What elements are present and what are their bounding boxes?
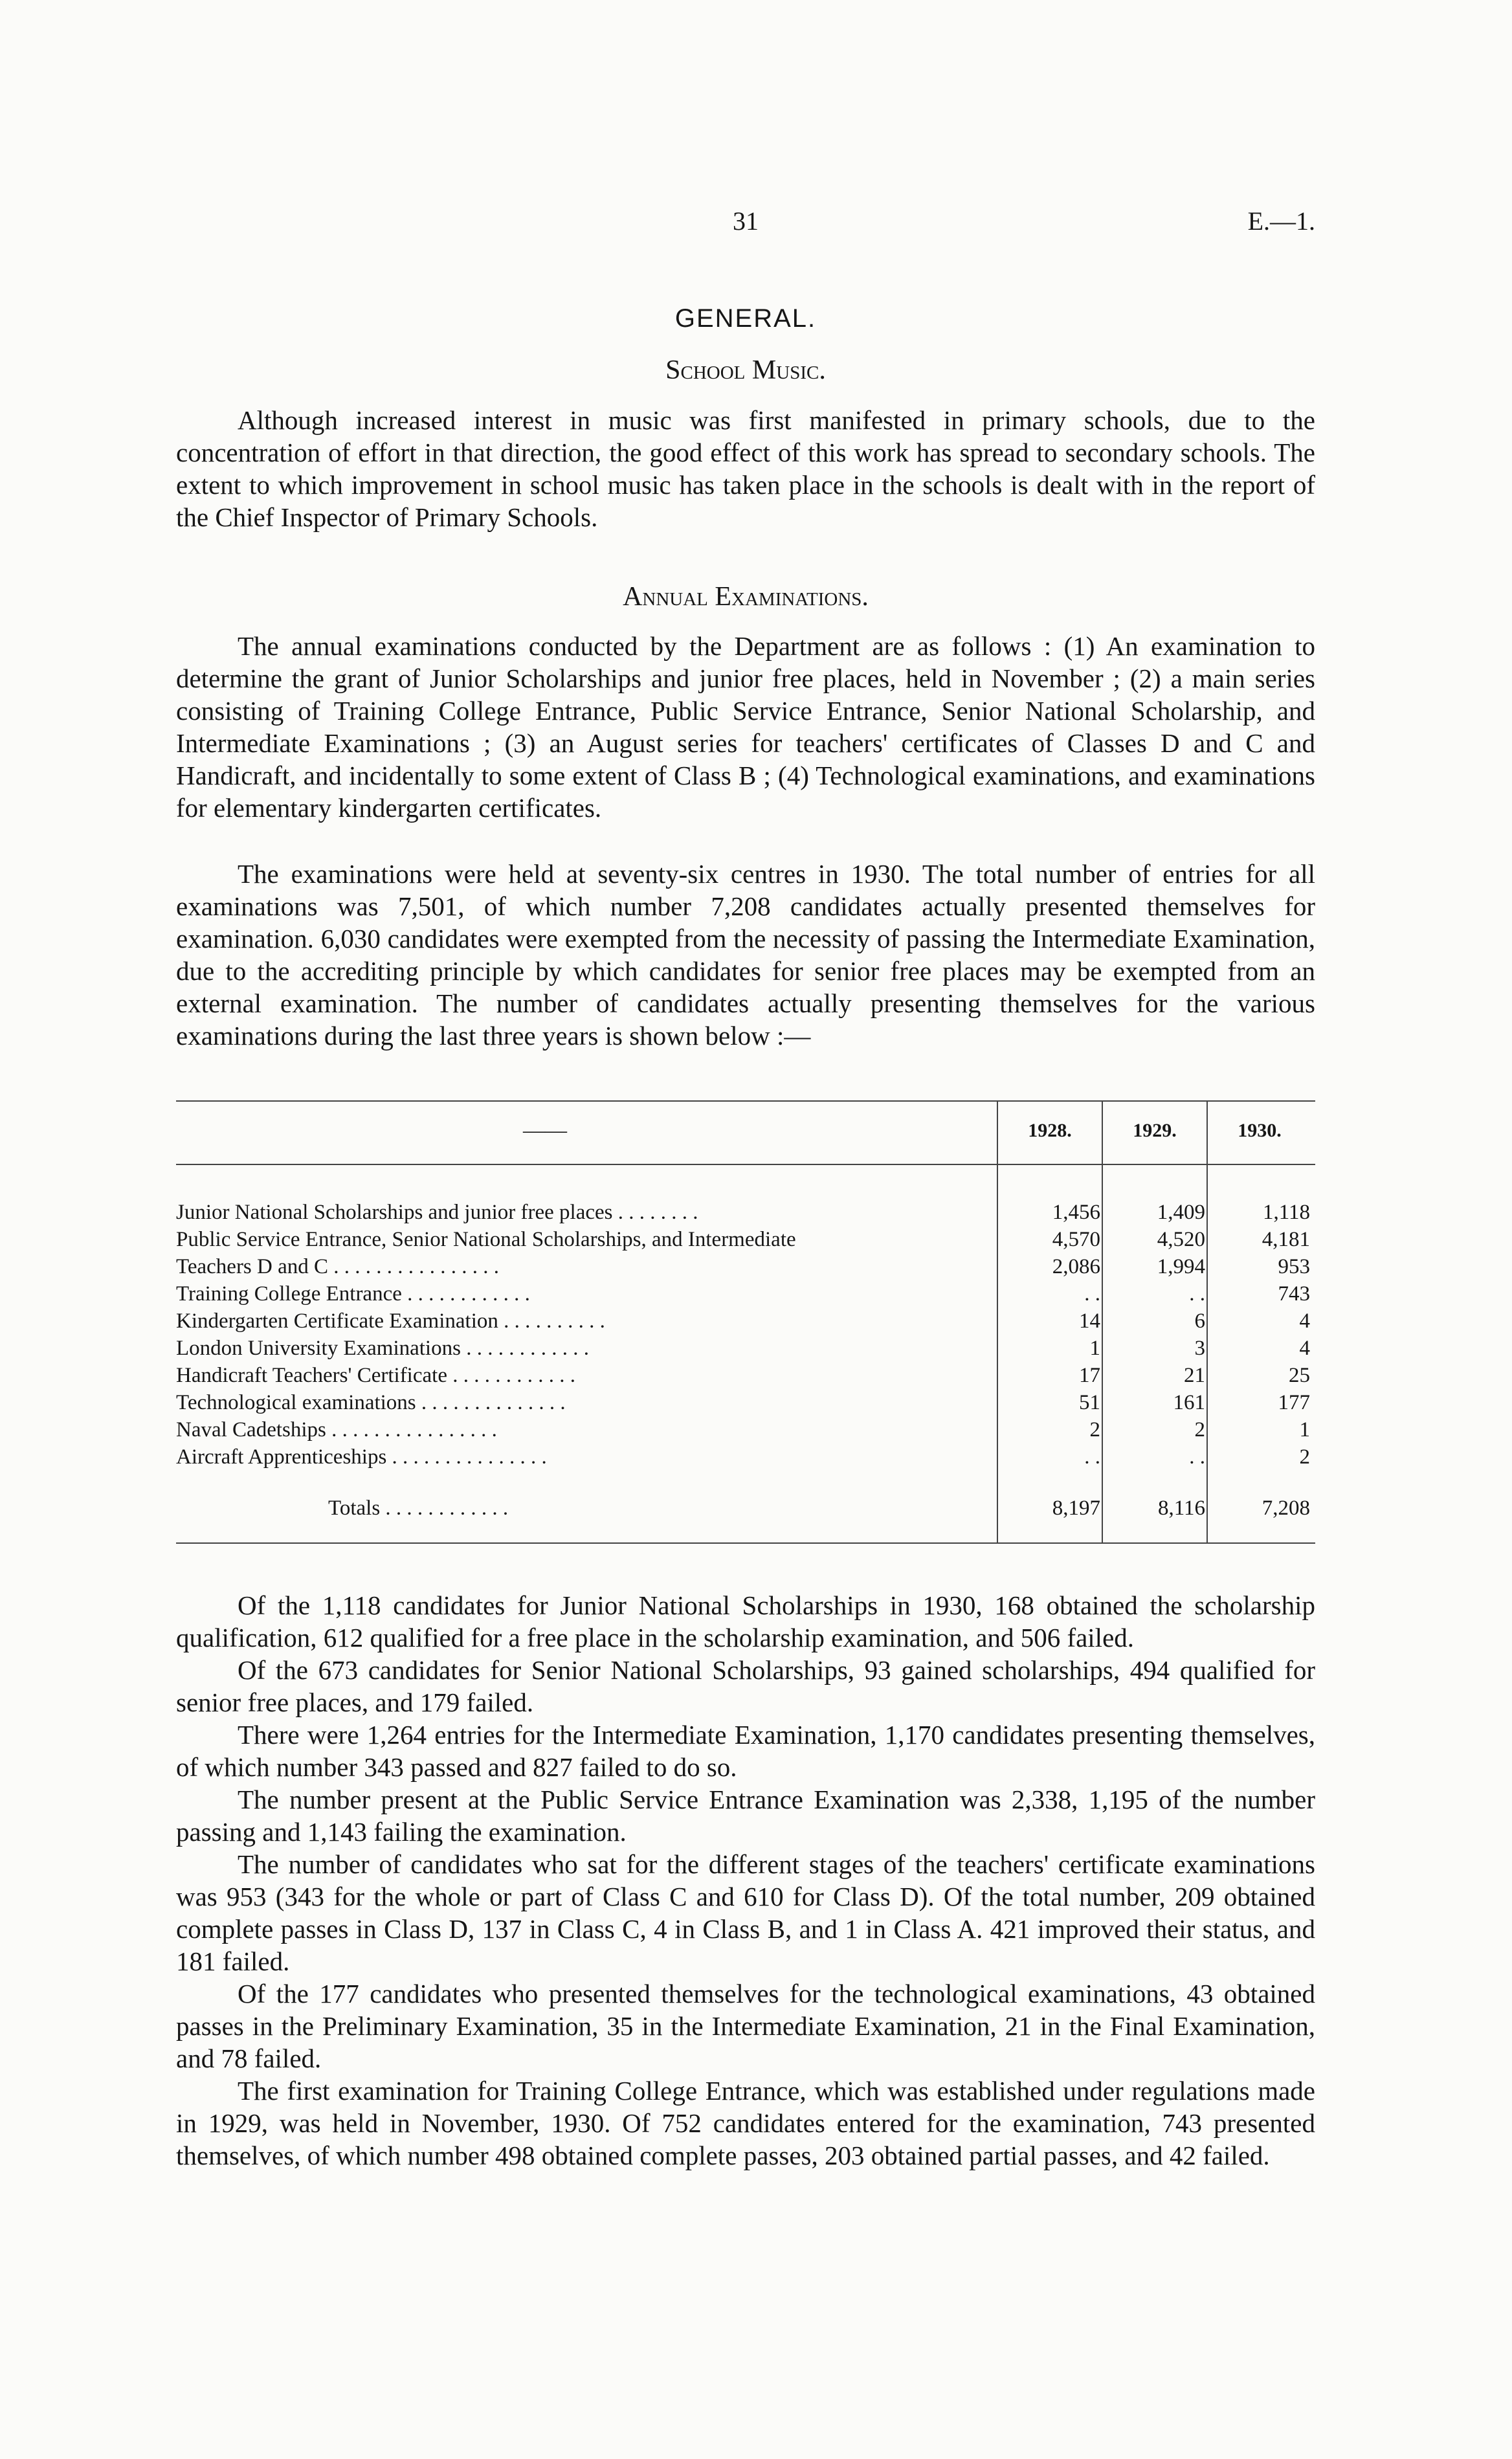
paragraph-teachers-certificate: The number of candidates who sat for the different stages of the teachers' certificate examinations was 953 (343 for the whole or part of Class C and 610 for Class D). Of the total number, 209 obtained complete passes in Class D, 137 in Class C, 4 in Class B, and 1 in Class A. 421 improved their status, and 181 failed.	[176, 1849, 1315, 1976]
row-label: Technological examinations . . . . . . . . . . . . . .	[176, 1391, 566, 1414]
row-label: Junior National Scholarships and junior free places . . . . . . . .	[176, 1201, 698, 1224]
table-header-rule	[176, 1164, 1315, 1165]
cell-1929: . .	[1189, 1282, 1205, 1306]
cell-1928: 14	[1079, 1309, 1100, 1333]
cell-1928: 2,086	[1052, 1255, 1100, 1278]
table-corner-dash: ——	[523, 1118, 567, 1142]
cell-1929: 2	[1194, 1418, 1205, 1441]
paragraph-junior-scholarships: Of the 1,118 candidates for Junior National Scholarships in 1930, 168 obtained the scholarship qualification, 612 qualified for a free place in the scholarship examination, and 506 failed.	[176, 1590, 1315, 1652]
column-header-1928: 1928.	[1028, 1120, 1072, 1141]
table-row	[176, 1201, 1315, 1228]
totals-label: Totals . . . . . . . . . . . .	[328, 1497, 509, 1520]
page-number: 31	[733, 206, 759, 236]
subheading-annual-examinations: Annual Examinations.	[623, 582, 869, 612]
cell-1928: . .	[1084, 1445, 1100, 1469]
cell-1928: 1,456	[1052, 1201, 1100, 1224]
table-row	[176, 1418, 1315, 1445]
table-row	[176, 1228, 1315, 1255]
total-1930: 7,208	[1262, 1497, 1310, 1520]
cell-1929: 4,520	[1157, 1228, 1205, 1251]
cell-1930: 743	[1278, 1282, 1310, 1306]
paragraph-technological: Of the 177 candidates who presented themselves for the technological examinations, 43 obtained passes in the Preliminary Examination, 35 in the Intermediate Examination, 21 in the Final Examination, and 78 failed.	[176, 1979, 1315, 2073]
cell-1929: . .	[1189, 1445, 1205, 1469]
table-row	[176, 1337, 1315, 1364]
cell-1930: 177	[1278, 1391, 1310, 1414]
cell-1930: 4	[1299, 1337, 1310, 1360]
paragraph-school-music: Although increased interest in music was first manifested in primary schools, due to the concentration of effort in that direction, the good effect of this work has spread to secondary schools. The extent to which improvement in school music has taken place in the schools is dealt with in the report of the Chief Inspector of Primary Schools.	[176, 405, 1315, 532]
row-label: Handicraft Teachers' Certificate . . . . . . . . . . . .	[176, 1364, 575, 1387]
table-top-rule	[176, 1100, 1315, 1102]
cell-1929: 3	[1194, 1337, 1205, 1360]
cell-1928: 1	[1089, 1337, 1100, 1360]
table-row	[176, 1445, 1315, 1473]
table-row	[176, 1391, 1315, 1418]
cell-1929: 1,409	[1157, 1201, 1205, 1224]
row-label: Teachers D and C . . . . . . . . . . . . . . . .	[176, 1255, 500, 1278]
subheading-school-music: School Music.	[665, 355, 826, 385]
cell-1928: 17	[1079, 1364, 1100, 1387]
table-row	[176, 1309, 1315, 1337]
cell-1929: 161	[1173, 1391, 1205, 1414]
section-title: GENERAL.	[674, 304, 817, 333]
row-label: Kindergarten Certificate Examination . . . . . . . . . .	[176, 1309, 605, 1333]
paragraph-public-service: The number present at the Public Service Entrance Examination was 2,338, 1,195 of the number passing and 1,143 failing the examination.	[176, 1785, 1315, 1847]
paragraph-senior-scholarships: Of the 673 candidates for Senior National Scholarships, 93 gained scholarships, 494 qualified for senior free places, and 179 failed.	[176, 1655, 1315, 1717]
results-paragraphs	[176, 1589, 1315, 2172]
table-bottom-rule	[176, 1542, 1315, 1544]
cell-1930: 25	[1289, 1364, 1310, 1387]
table-row	[176, 1364, 1315, 1391]
column-header-1929: 1929.	[1133, 1120, 1177, 1141]
paragraph-intermediate: There were 1,264 entries for the Intermediate Examination, 1,170 candidates presenting themselves, of which number 343 passed and 827 failed to do so.	[176, 1720, 1315, 1782]
cell-1929: 21	[1184, 1364, 1205, 1387]
cell-1930: 4,181	[1262, 1228, 1310, 1251]
paragraph-annual-examinations-2: The examinations were held at seventy-six centres in 1930. The total number of entries for all examinations was 7,501, of which number 7,208 candidates actually presented themselves for examination. 6,030 candidates were exempted from the necessity of passing the Intermediate Examination, due to the accrediting principle by which candidates for senior free places may be exempted from an external examination. The number of candidates actually presenting themselves for the various examinations during the last three years is shown below :—	[176, 859, 1315, 1051]
cell-1928: 4,570	[1052, 1228, 1100, 1251]
cell-1930: 4	[1299, 1309, 1310, 1333]
column-header-1930: 1930.	[1238, 1120, 1282, 1141]
cell-1930: 1	[1299, 1418, 1310, 1441]
row-label: Training College Entrance . . . . . . . . . . . .	[176, 1282, 530, 1306]
row-label: London University Examinations . . . . . . . . . . . .	[176, 1337, 589, 1360]
cell-1928: 51	[1079, 1391, 1100, 1414]
cell-1930: 2	[1299, 1445, 1310, 1469]
cell-1928: 2	[1089, 1418, 1100, 1441]
paragraph-annual-examinations-1: The annual examinations conducted by the Department are as follows : (1) An examination to determine the grant of Junior Scholarships and junior free places, held in November ; (2) a main series consisting of Training College Entrance, Public Service Entrance, Senior National Scholarship, and Intermediate Examinations ; (3) an August series for teachers' certificates of Classes D and C and Handicraft, and incidentally to some extent of Class B ; (4) Technological examinations, and examinations for elementary kindergarten certificates.	[176, 631, 1315, 823]
document-code: E.—1.	[1247, 206, 1315, 236]
cell-1929: 6	[1194, 1309, 1205, 1333]
row-label: Aircraft Apprenticeships . . . . . . . . . . . . . . .	[176, 1445, 547, 1469]
row-label: Public Service Entrance, Senior National Scholarships, and Intermediate	[176, 1228, 796, 1251]
cell-1930: 1,118	[1262, 1201, 1310, 1224]
cell-1930: 953	[1278, 1255, 1310, 1278]
table-row	[176, 1282, 1315, 1309]
total-1928: 8,197	[1052, 1497, 1100, 1520]
cell-1929: 1,994	[1157, 1255, 1205, 1278]
total-1929: 8,116	[1157, 1497, 1205, 1520]
cell-1928: . .	[1084, 1282, 1100, 1306]
paragraph-training-college: The first examination for Training College Entrance, which was established under regulations made in 1929, was held in November, 1930. Of 752 candidates entered for the examination, 743 presented themselves, of which number 498 obtained complete passes, 203 obtained partial passes, and 42 failed.	[176, 2076, 1315, 2170]
table-totals-row	[176, 1497, 1315, 1524]
table-row	[176, 1255, 1315, 1282]
row-label: Naval Cadetships . . . . . . . . . . . . . . . .	[176, 1418, 497, 1441]
running-header	[176, 206, 1315, 245]
